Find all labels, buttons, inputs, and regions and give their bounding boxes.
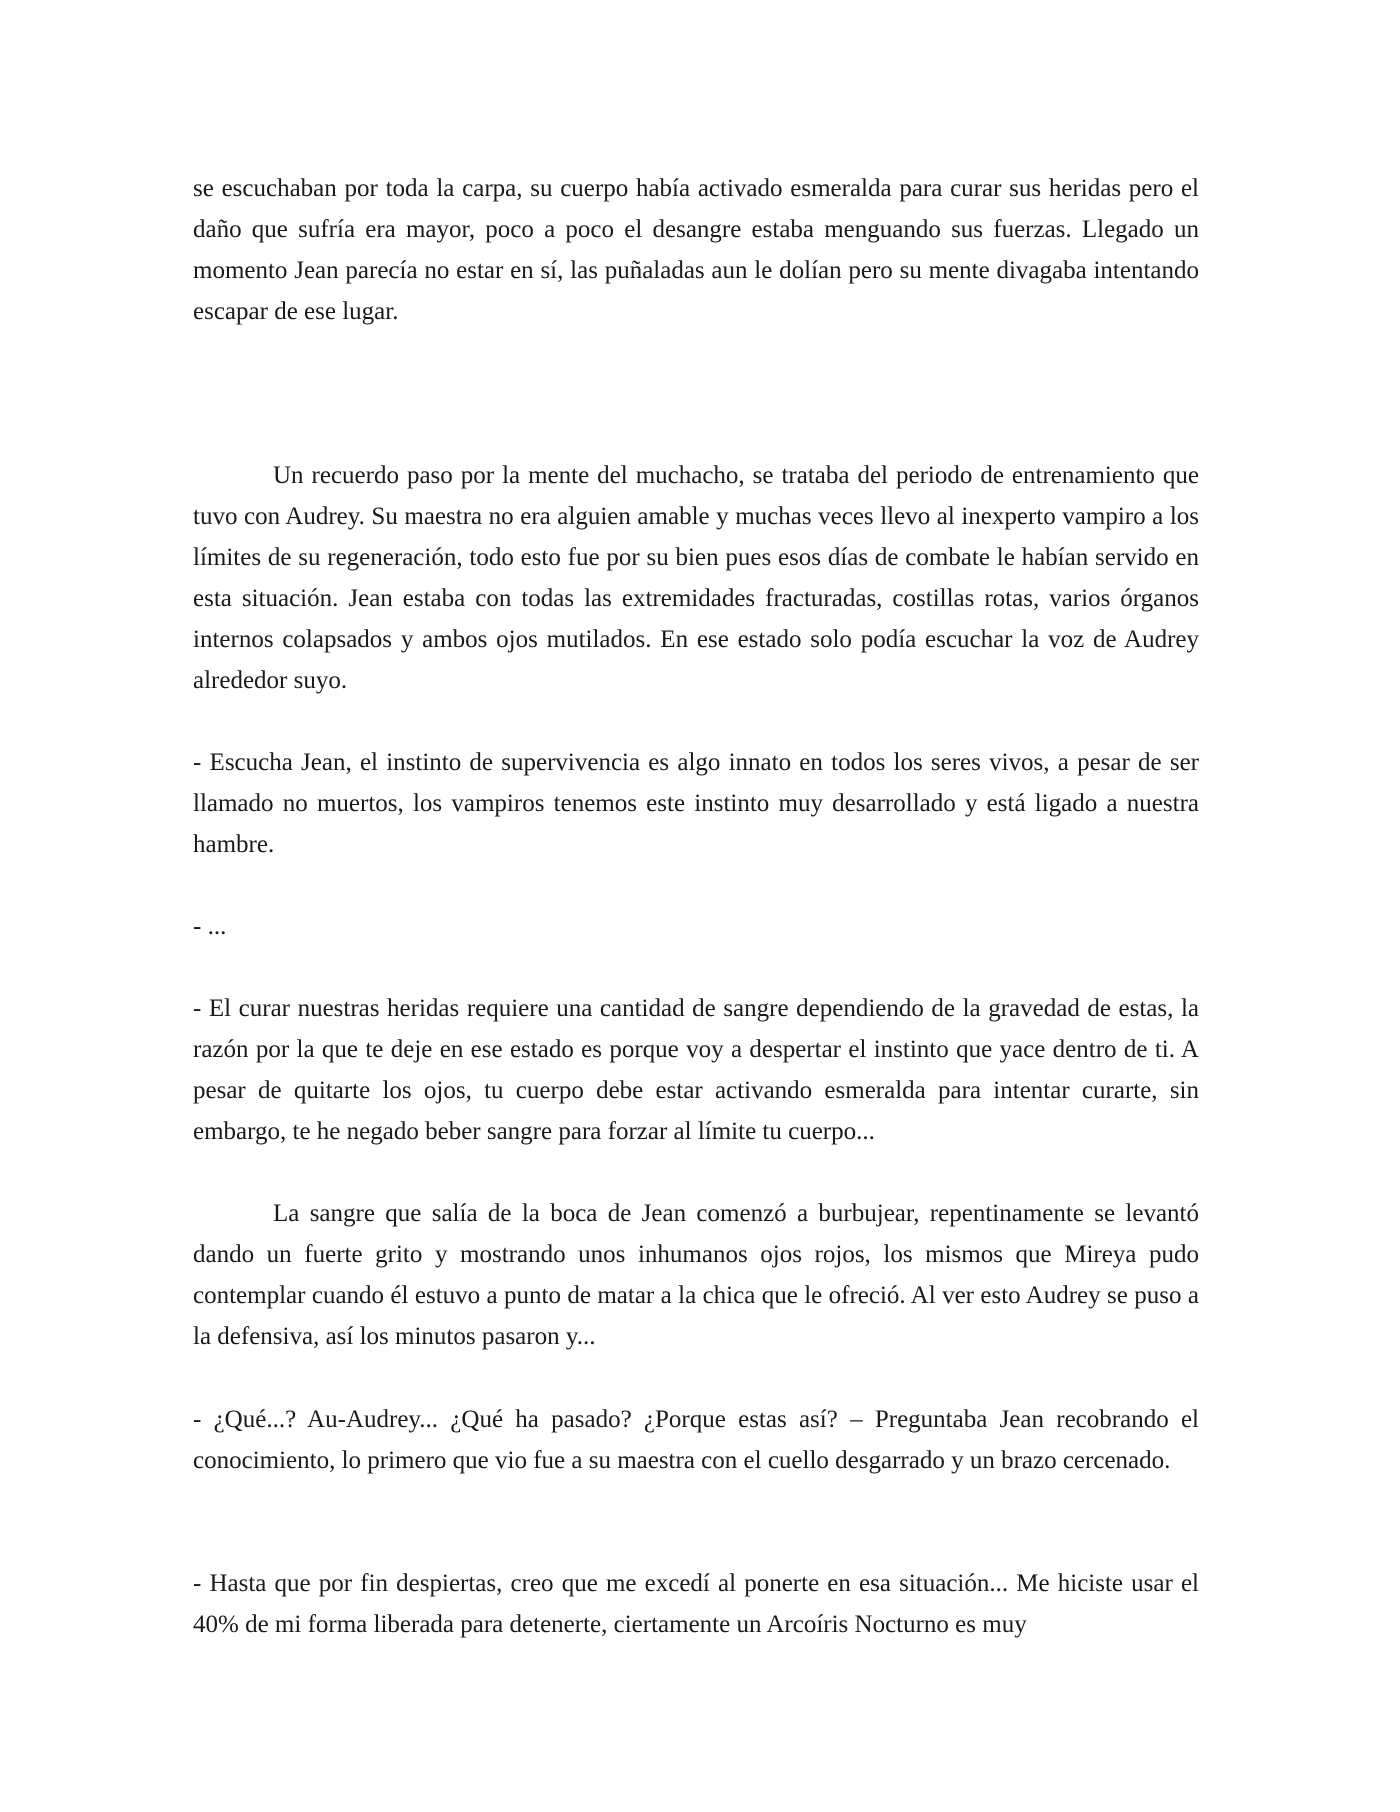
paragraph-4: - ... bbox=[193, 913, 227, 940]
paragraph-3: - Escucha Jean, el instinto de supervivencia es algo innato en todos los seres vivos, a pesar de ser llamado no muertos, los vampiros tenemos este instinto muy desarrollado y está ligado a nuestra hambre. bbox=[193, 749, 1199, 858]
paragraph-8: - Hasta que por fin despiertas, creo que me excedí al ponerte en esa situación... Me hiciste usar el 40% de mi forma liberada para detenerte, ciertamente un Arcoíris Nocturno es muy bbox=[193, 1570, 1199, 1638]
paragraph-6: La sangre que salía de la boca de Jean comenzó a burbujear, repentinamente se levantó dando un fuerte grito y mostrando unos inhumanos ojos rojos, los mismos que Mireya pudo contemplar cuando él estuvo a punto de matar a la chica que le ofreció. Al ver esto Audrey se puso a la defensiva, así los minutos pasaron y... bbox=[193, 1200, 1199, 1350]
paragraph-1: se escuchaban por toda la carpa, su cuerpo había activado esmeralda para curar sus heridas pero el daño que sufría era mayor, poco a poco el desangre estaba menguando sus fuerzas. Llegado un momento Jean parecía no estar en sí, las puñaladas aun le dolían pero su mente divagaba intentando escapar de ese lugar. bbox=[193, 175, 1199, 325]
paragraph-2: Un recuerdo paso por la mente del muchacho, se trataba del periodo de entrenamiento que tuvo con Audrey. Su maestra no era alguien amable y muchas veces llevo al inexperto vampiro a los límites de su regeneración, todo esto fue por su bien pues esos días de combate le habían servido en esta situación. Jean estaba con todas las extremidades fracturadas, costillas rotas, varios órganos internos colapsados y ambos ojos mutilados. En ese estado solo podía escuchar la voz de Audrey alrededor suyo. bbox=[193, 462, 1199, 694]
paragraph-5: - El curar nuestras heridas requiere una cantidad de sangre dependiendo de la gravedad de estas, la razón por la que te deje en ese estado es porque voy a despertar el instinto que yace dentro de ti. A pesar de quitarte los ojos, tu cuerpo debe estar activando esmeralda para intentar curarte, sin embargo, te he negado beber sangre para forzar al límite tu cuerpo... bbox=[193, 995, 1199, 1145]
paragraph-7: - ¿Qué...? Au-Audrey... ¿Qué ha pasado? ¿Porque estas así? – Preguntaba Jean recobrando el conocimiento, lo primero que vio fue a su maestra con el cuello desgarrado y un brazo cercenado. bbox=[193, 1406, 1199, 1474]
